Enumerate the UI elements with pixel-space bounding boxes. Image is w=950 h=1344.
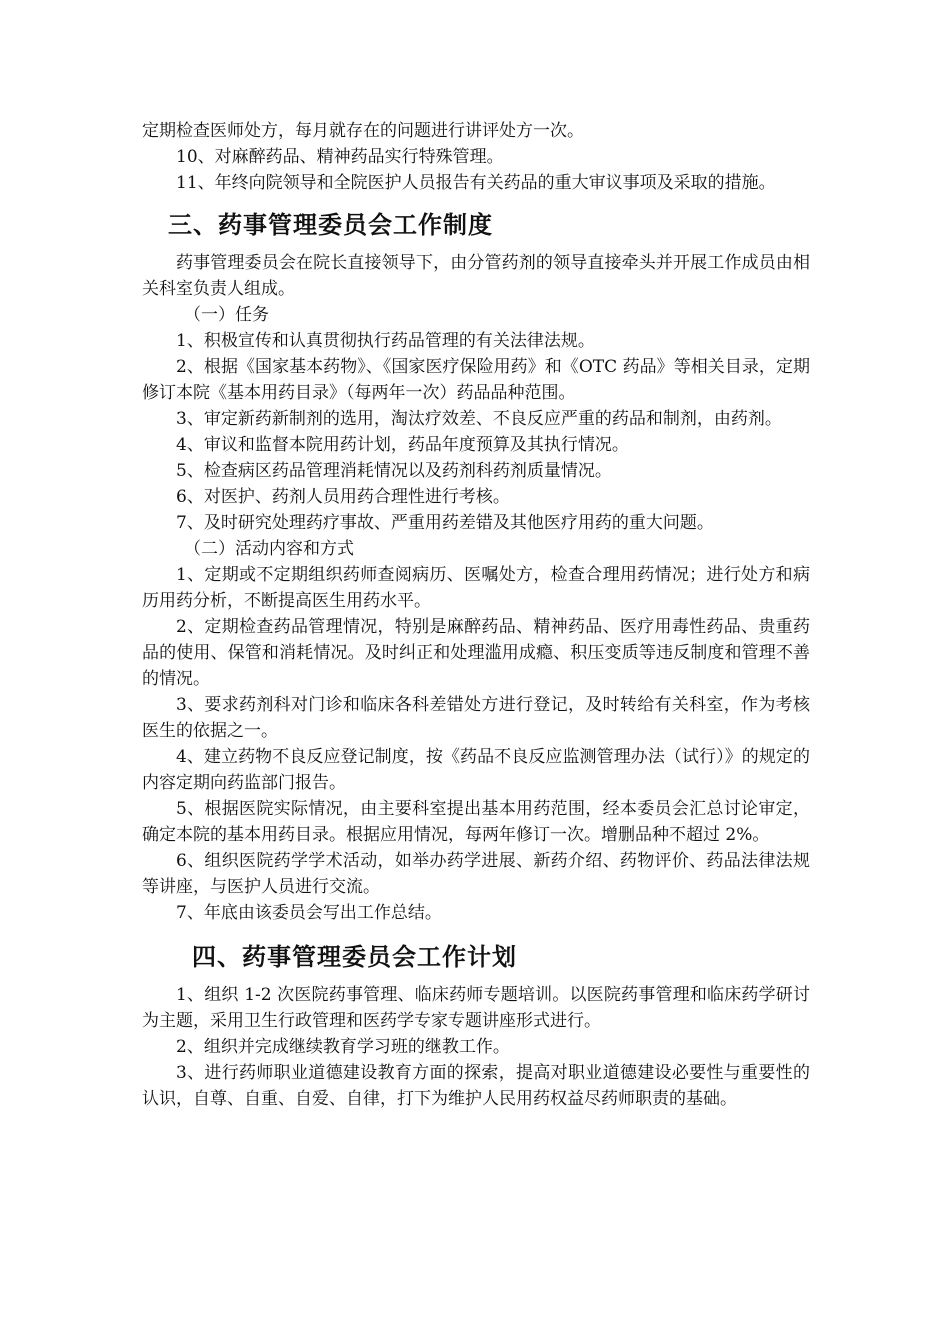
activity-subheading: （二）活动内容和方式 bbox=[184, 539, 354, 559]
activity-item: 6、组织医院药学学术活动，如举办药学进展、新药介绍、药物评价、药品法律法规等讲座，与医护人员进行交流。 bbox=[142, 851, 810, 897]
task-item: 7、及时研究处理药疗事故、严重用药差错及其他医疗用药的重大问题。 bbox=[176, 513, 714, 533]
paragraph-prev-1: 定期检查医师处方，每月就存在的问题进行讲评处方一次。 bbox=[142, 121, 584, 141]
activity-item: 4、建立药物不良反应登记制度，按《药品不良反应监测管理办法（试行）》的规定的内容定期向药监部门报告。 bbox=[142, 747, 810, 793]
plan-item: 1、组织 1-2 次医院药事管理、临床药师专题培训。以医院药事管理和临床药学研讨为主题，采用卫生行政管理和医药学专家专题讲座形式进行。 bbox=[142, 985, 810, 1031]
task-item: 2、根据《国家基本药物》、《国家医疗保险用药》和《OTC 药品》等相关目录，定期修订本院《基本用药目录》（每两年一次）药品品种范围。 bbox=[142, 357, 810, 403]
plan-item: 2、组织并完成继续教育学习班的继教工作。 bbox=[176, 1037, 510, 1057]
activity-item: 5、根据医院实际情况，由主要科室提出基本用药范围，经本委员会汇总讨论审定，确定本院的基本用药目录。根据应用情况，每两年修订一次。增删品种不超过 2%。 bbox=[142, 799, 810, 845]
paragraph-prev-3: 11、年终向院领导和全院医护人员报告有关药品的重大审议事项及采取的措施。 bbox=[176, 173, 776, 193]
activity-item: 2、定期检查药品管理情况，特别是麻醉药品、精神药品、医疗用毒性药品、贵重药品的使用、保管和消耗情况。及时纠正和处理滥用成瘾、积压变质等违反制度和管理不善的情况。 bbox=[142, 617, 810, 689]
activity-item: 3、要求药剂科对门诊和临床各科差错处方进行登记，及时转给有关科室，作为考核医生的依据之一。 bbox=[142, 695, 810, 741]
task-item: 1、积极宣传和认真贯彻执行药品管理的有关法律法规。 bbox=[176, 331, 595, 351]
section-3-heading: 三、药事管理委员会工作制度 bbox=[168, 211, 493, 239]
document-page bbox=[142, 118, 810, 1112]
task-item: 4、审议和监督本院用药计划，药品年度预算及其执行情况。 bbox=[176, 435, 629, 455]
activity-item: 1、定期或不定期组织药师查阅病历、医嘱处方，检查合理用药情况；进行处方和病历用药分析，不断提高医生用药水平。 bbox=[142, 565, 810, 611]
section-3-intro: 药事管理委员会在院长直接领导下，由分管药剂的领导直接牵头并开展工作成员由相关科室负责人组成。 bbox=[142, 253, 810, 299]
task-item: 5、检查病区药品管理消耗情况以及药剂科药剂质量情况。 bbox=[176, 461, 612, 481]
activity-item: 7、年底由该委员会写出工作总结。 bbox=[176, 903, 442, 923]
task-subheading: （一）任务 bbox=[184, 305, 269, 325]
task-item: 3、审定新药新制剂的选用，淘汰疗效差、不良反应严重的药品和制剂，由药剂。 bbox=[176, 409, 782, 429]
paragraph-prev-2: 10、对麻醉药品、精神药品实行特殊管理。 bbox=[176, 147, 504, 167]
plan-item: 3、进行药师职业道德建设教育方面的探索，提高对职业道德建设必要性与重要性的认识，自尊、自重、自爱、自律，打下为维护人民用药权益尽药师职责的基础。 bbox=[142, 1063, 810, 1109]
section-4-heading: 四、药事管理委员会工作计划 bbox=[192, 943, 517, 971]
task-item: 6、对医护、药剂人员用药合理性进行考核。 bbox=[176, 487, 510, 507]
